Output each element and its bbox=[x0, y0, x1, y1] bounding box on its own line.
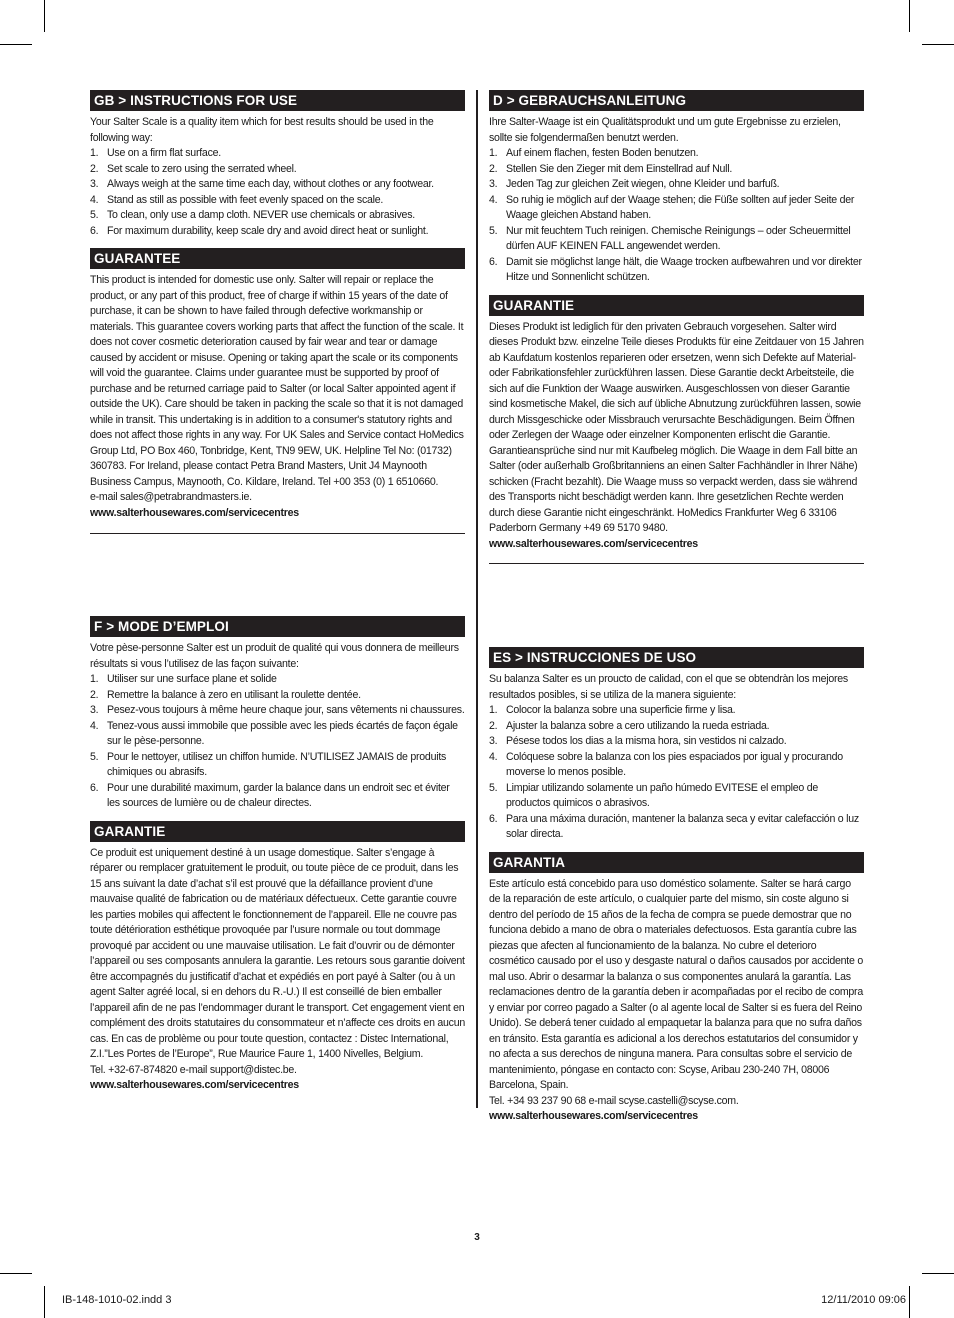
crop-mark bbox=[909, 0, 910, 32]
list-item: 5. To clean, only use a damp cloth. NEVER use chemicals or abrasives. bbox=[90, 209, 415, 221]
list-item: 6. For maximum durability, keep scale dry and avoid direct heat or sunlight. bbox=[90, 224, 429, 237]
es-intro: Su balanza Salter es un proucto de calidad, con el que se obtendràn los mejores resultados posibles, si se utiliza de la manera siguiente: bbox=[489, 673, 848, 701]
es-service-link[interactable]: www.salterhousewares.com/servicecentres bbox=[489, 1110, 698, 1122]
d-intro: Ihre Salter-Waage ist ein Qualitätsprodukt und um gute Ergebnisse zu erzielen, sollte sie folgendermaßen benutzt werden. bbox=[489, 116, 841, 144]
gb-instructions-list bbox=[90, 146, 465, 239]
gb-bottom-rule bbox=[90, 533, 465, 534]
gb-guarantee-text: This product is intended for domestic use only. Salter will repair or replace the product, or any part of this product, free of charge if within 15 years of the date of purchase, it can be shown to have failed through defective workmanship or materials. This guarantee covers working parts that affect the function of the scale. It does not cover cosmetic deterioration caused by fair wear and tear or damage caused by accident or misuse. Opening or taking apart the scale or its components will void the guarantee. Claims under guarantee must be supported by proof of purchase and be returned carriage paid to Salter (or local Salter appointed agent if outside the UK). Care should be taken in packing the scale so that it is not damaged while in transit. This undertaking is in addition to a consumer's statutory rights and does not affect those rights in any way. For UK Sales and Service contact HoMedics Group Ltd, PO Box 460, Tonbridge, Kent, TN9 9EW, UK. Helpline Tel No: (01732) 360783. For Ireland, please contact Petra Brand Masters, Unit J4 Maynooth Business Campus, Maynooth, Co. Kildare, Ireland. Tel +00 353 (0) 1 6510660. bbox=[90, 274, 464, 488]
f-intro: Votre pèse-personne Salter est un produit de qualité qui vous donnera de meilleurs résultats si vous l’utilisez de las façon suivante: bbox=[90, 642, 459, 670]
gb-email: e-mail sales@petrabrandmasters.ie. bbox=[90, 491, 252, 503]
f-heading: F > MODE D’EMPLOI bbox=[90, 616, 465, 637]
list-item: 2. Remettre la balance à zero en utilisant la roulette dentée. bbox=[90, 688, 361, 701]
es-heading: ES > INSTRUCCIONES DE USO bbox=[489, 647, 864, 668]
f-instructions-list bbox=[90, 672, 465, 812]
gb-heading: GB > INSTRUCTIONS FOR USE bbox=[90, 90, 465, 111]
list-item: 2. Stellen Sie den Zieger mit dem Einstellrad auf Null. bbox=[489, 162, 733, 175]
list-item: 4. Tenez-vous aussi immobile que possible avec les pieds écartés de façon égale sur le pèse-personne. bbox=[90, 719, 458, 747]
list-item: 6. Pour une durabilité maximum, garder la balance dans un endroit sec et éviter les sources de lumière ou de chaleur directes. bbox=[90, 781, 450, 809]
list-item: 4. So ruhig ie möglich auf der Waage stehen; die Füße sollten auf jeder Seite der Waage gleichen Abstand haben. bbox=[489, 193, 855, 221]
crop-mark bbox=[0, 1273, 32, 1274]
slug-file: IB-148-1010-02.indd 3 bbox=[62, 1294, 172, 1306]
list-item: 5. Nur mit feuchtem Tuch reinigen. Chemische Reinigungs – oder Scheuermittel dürfen AUF KEINEN FALL angewendet werden. bbox=[489, 224, 851, 252]
gb-intro: Your Salter Scale is a quality item which for best results should be used in the following way: bbox=[90, 116, 434, 144]
d-service-link[interactable]: www.salterhousewares.com/servicecentres bbox=[489, 537, 698, 550]
list-item: 3. Pésese todos los dias a la misma hora, sin vestidos ni calzado. bbox=[489, 735, 787, 747]
list-item: 2. Set scale to zero using the serrated wheel. bbox=[90, 162, 297, 175]
es-section bbox=[489, 647, 864, 1125]
d-heading: D > GEBRAUCHSANLEITUNG bbox=[489, 90, 864, 111]
es-contact: Tel. +34 93 237 90 68 e-mail scyse.castelli@scyse.com. bbox=[489, 1094, 739, 1107]
f-guarantee-heading: GARANTIE bbox=[90, 821, 465, 842]
list-item: 1. Utiliser sur une surface plane et solide bbox=[90, 673, 277, 685]
f-guarantee-text: Ce produit est uniquement destiné à un usage domestique. Salter s’engage à réparer ou remplacer gratuitement le produit, ou toute pièce de ce produit, dans les 15 ans suivant la date d’achat s’il est prouvé que la défaillance provient d’une mauvaise qualité de fabrication ou de matériaux défectueux. Cette garantie couvre les parties mobiles qui affectent le fonctionnement de l’appareil. Elle ne couvre pas toute détérioration esthétique provoquée par l’usure normale ou tout dommage provoqué par accident ou une mauvaise utilisation. Le fait d’ouvrir ou de démonter l’appareil ou ses composants annulera la garantie. Les retours sous garantie doivent être accompagnés du justificatif d’achat et expédiés en port payé à Salter (ou à un agent Salter agréé local, si en dehors du R.-U.) Il est conseillé de bien emballer l’appareil afin de ne pas l’endommager durant le transport. Cet engagement vient en complément des droits statutaires du consommateur et n’affecte ces droits en aucun cas. En cas de problème ou pour toute question, contactez : Distec International, Z.I.”Les Portes de l’Europe”, Rue Maurice Faure 1, 1400 Nivelles, Belgium. bbox=[90, 846, 466, 1060]
d-guarantee-heading: GUARANTIE bbox=[489, 295, 864, 316]
es-guarantee-heading: GARANTIA bbox=[489, 852, 864, 873]
gb-service-link[interactable]: www.salterhousewares.com/servicecentres bbox=[90, 506, 299, 519]
crop-mark bbox=[909, 1286, 910, 1318]
page-number: 3 bbox=[474, 1232, 480, 1243]
es-guarantee-text: Este artículo está concebido para uso doméstico solamente. Salter se hará cargo de la reparación de este artículo, o cualquier parte del mismo, sin coste alguno si dentro del período de 15 años de la fecha de compra se puede demostrar que no funciona debido a mano de obra o materiales defectuosos. Esta garantía cubre las piezas que afecten al funcionamiento de la balanza. No cubre el deterioro cosmético causado por el uso y desgaste natural o daños causados por accidente o mal uso. Abrir o desarmar la balanza o sus componentes anulará la garantía. Las reclamaciones dentro de la garantía deben ir acompañadas por el recibo de compra y enviar por correo pagado a Salter (o al agente local de Salter si es fuera del Reino Unido). Se deberá tener cuidado al empaquetar la balanza para que no sufra daños en tránsito. Esta garantía es adicional a los derechos estatutarios del consumidor y no afecta a sus derechos de ninguna manera. Para consultas sobre el servicio de mantenimiento, póngase en contacto con: Scyse, Aribau 230-240 7H, 08006 Barcelona, Spain. bbox=[489, 877, 863, 1091]
list-item: 3. Always weigh at the same time each day, without clothes or any footwear. bbox=[90, 178, 434, 190]
list-item: 2. Ajuster la balanza sobre a cero utilizando la rueda estriada. bbox=[489, 719, 770, 732]
d-instructions-list bbox=[489, 146, 864, 286]
slug-date: 12/11/2010 09:06 bbox=[821, 1294, 906, 1306]
list-item: 5. Pour le nettoyer, utilisez un chiffon humide. N’UTILISEZ JAMAIS de produits chimiques ou abrasifs. bbox=[90, 750, 447, 778]
list-item: 1. Auf einem flachen, festen Boden benutzen. bbox=[489, 147, 699, 159]
list-item: 1. Colocor la balanza sobre una superficie firme y lisa. bbox=[489, 704, 736, 716]
gb-guarantee-heading: GUARANTEE bbox=[90, 248, 465, 269]
list-item: 3. Pesez-vous toujours à même heure chaque jour, sans vêtements ni chaussures. bbox=[90, 704, 465, 716]
list-item: 4. Colóquese sobre la balanza con los pies espaciados por igual y procurando moverse lo menos posible. bbox=[489, 750, 843, 778]
f-service-link[interactable]: www.salterhousewares.com/servicecentres bbox=[90, 1079, 299, 1091]
list-item: 5. Limpiar utilizando solamente un paño húmedo EVITESE el empleo de productos quimicos o abrasivos. bbox=[489, 781, 819, 809]
es-instructions-list bbox=[489, 703, 864, 843]
list-item: 6. Para una máxima duración, mantener la balanza seca y evitar calefacción o luz solar directa. bbox=[489, 812, 859, 840]
gb-section bbox=[90, 90, 465, 521]
f-contact: Tel. +32-67-874820 e-mail support@distec.be. bbox=[90, 1063, 297, 1076]
crop-mark bbox=[44, 0, 45, 32]
crop-mark bbox=[0, 44, 32, 45]
d-guarantee-text: Dieses Produkt ist lediglich für den privaten Gebrauch vorgesehen. Salter wird dieses Produkt bzw. einzelne Teile dieses Produkts für eine Zeitdauer von 15 Jahren ab Kaufdatum kostenlos reparieren oder ersetzen, wenn sich Defekte auf Material- oder Fabrikationsfehler zurückführen lassen. Diese Garantie deckt Arbeitsteile, die sich auf die Funktion der Waage auswirken. Ausgeschlossen von dieser Garantie sind kosmetische Makel, die sich auf übliche Abnutzung zurückführen lassen, sowie durch Missgeschicke oder Missbrauch verursachte Beschädigungen. Beim Öffnen oder Zerlegen der Waage oder einzelner Komponenten erlischt die Garantie. Garantieansprüche sind nur mit Kaufbeleg möglich. Die Waage in dem Fall bitte an Salter (oder außerhalb Großbritanniens an einen Salter Fachhändler in Ihrer Nähe) schicken (Fracht bezahlt). Die Waage muss so verpackt werden, dass sie während des Transports nicht beschädigt werden kann. Ihre gesetzlichen Rechte werden durch diese Garantie nicht eingeschränkt. HoMedics Frankfurter Weg 6 33106 Paderborn Germany +49 69 5170 9480. bbox=[489, 320, 864, 534]
f-section bbox=[90, 616, 465, 1094]
d-bottom-rule bbox=[489, 563, 864, 564]
column-divider bbox=[476, 90, 478, 1108]
list-item: 1. Use on a firm flat surface. bbox=[90, 147, 221, 159]
list-item: 4. Stand as still as possible with feet evenly spaced on the scale. bbox=[90, 193, 384, 206]
crop-mark bbox=[922, 1273, 954, 1274]
crop-mark bbox=[922, 44, 954, 45]
list-item: 6. Damit sie möglichst lange hält, die Waage trocken aufbewahren und vor direkter Hitze und Sonnenlicht schützen. bbox=[489, 255, 862, 283]
crop-mark bbox=[44, 1286, 45, 1318]
d-section bbox=[489, 90, 864, 552]
list-item: 3. Jeden Tag zur gleichen Zeit wiegen, ohne Kleider und barfuß. bbox=[489, 178, 780, 190]
